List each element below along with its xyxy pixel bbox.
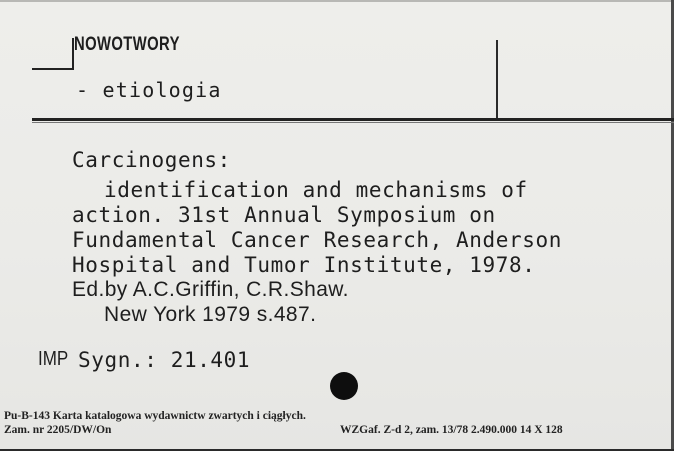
heading-tab-stub <box>32 68 74 70</box>
call-number-label: IMP <box>38 348 69 370</box>
footer-printer-line: WZGaf. Z-d 2, zam. 13/78 2.490.000 14 X 128 <box>340 424 563 436</box>
punch-hole <box>330 372 358 400</box>
footer-order-line: Zam. nr 2205/DW/On <box>4 424 112 436</box>
entry-imprint-line: New York 1979 s.487. <box>104 303 317 326</box>
entry-line: action. 31st Annual Symposium on <box>72 203 496 227</box>
subject-subheading: - etiologia <box>76 78 222 102</box>
footer-form-line: Pu-B-143 Karta katalogowa wydawnictw zwartych i ciągłych. <box>4 410 306 422</box>
entry-line: identification and mechanisms of <box>104 178 528 202</box>
header-horizontal-rule <box>32 118 674 121</box>
call-number-value: Sygn.: 21.401 <box>78 348 251 372</box>
subject-heading: NOWOTWORY <box>74 34 180 55</box>
entry-line: Hospital and Tumor Institute, 1978. <box>72 253 536 277</box>
header-horizontal-rule-shadow <box>32 122 674 123</box>
entry-editors-line: Ed.by A.C.Griffin, C.R.Shaw. <box>72 278 349 301</box>
entry-line: Fundamental Cancer Research, Anderson <box>72 228 562 252</box>
header-vertical-rule <box>496 40 498 118</box>
entry-title-line: Carcinogens: <box>72 148 231 172</box>
card-top-edge <box>0 0 674 2</box>
